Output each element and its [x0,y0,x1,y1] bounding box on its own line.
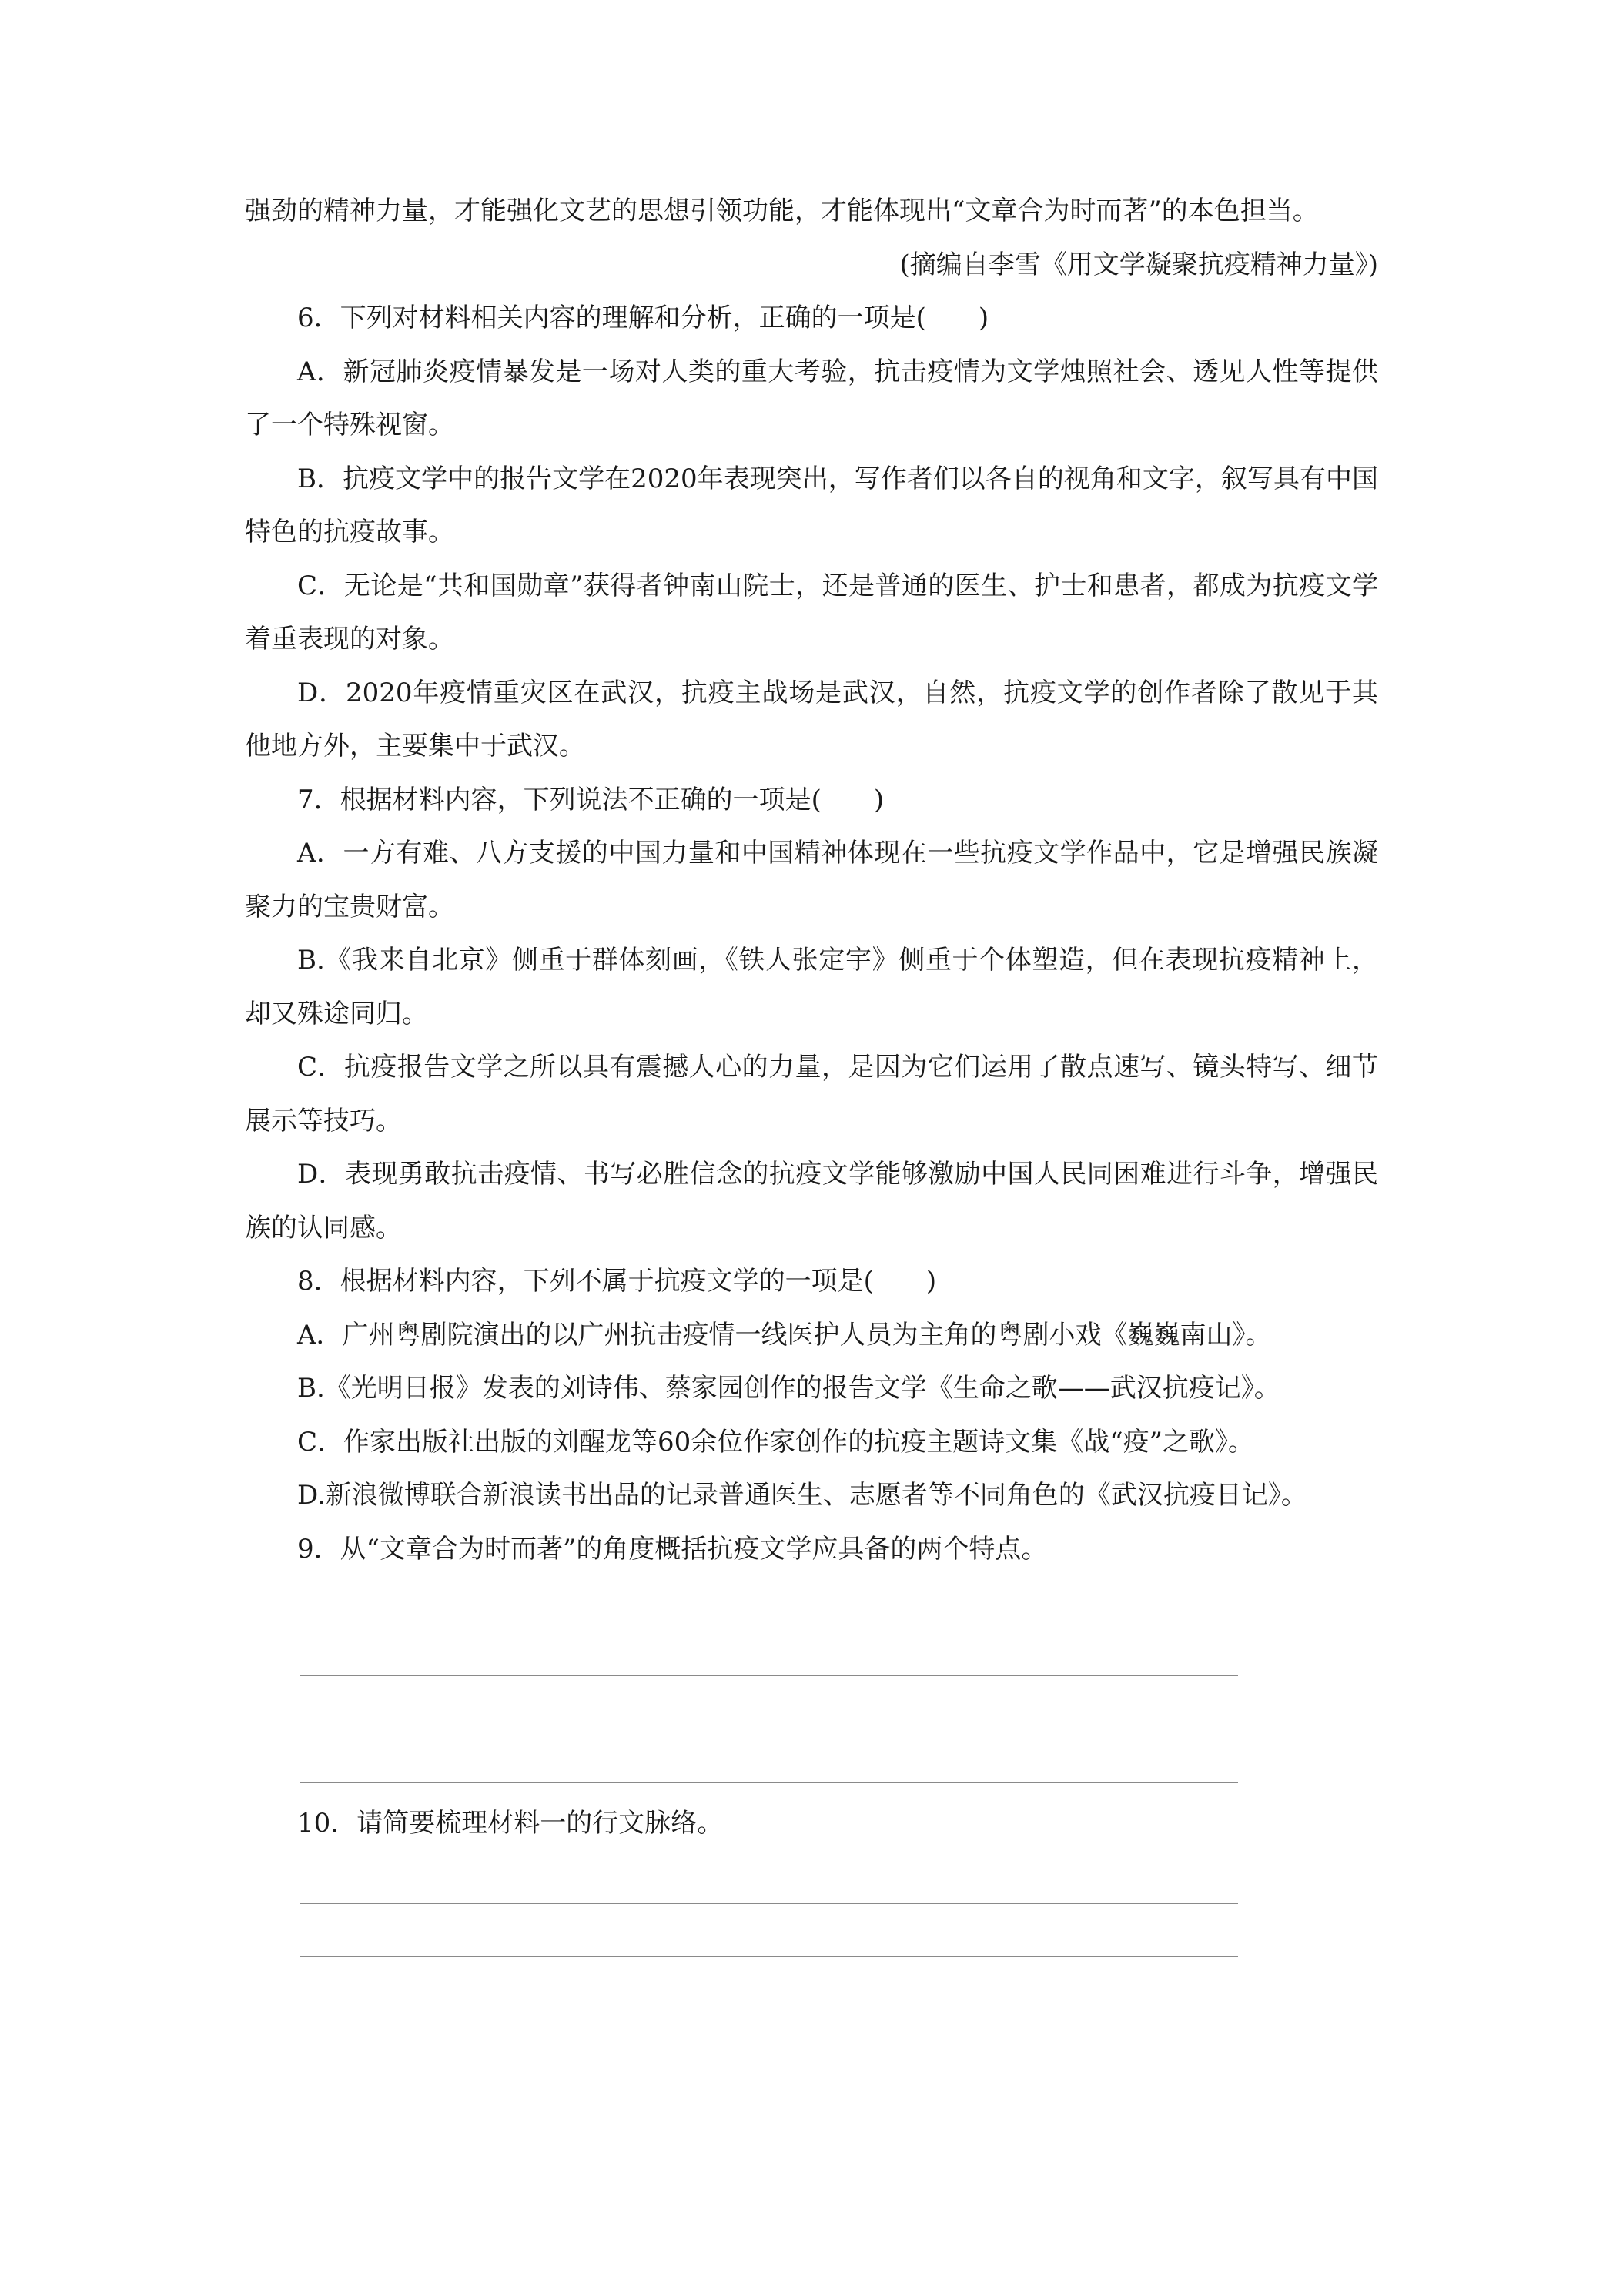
answer-line[interactable] [300,1729,1238,1783]
answer-line[interactable] [300,1676,1238,1730]
page-content [245,185,1378,1957]
question-7-option-d: D．表现勇敢抗击疫情、书写必胜信念的抗疫文学能够激励中国人民同困难进行斗争，增强民族的认同感。 [245,1159,1378,1243]
question-9-stem: 9．从“文章合为时而著”的角度概括抗疫文学应具备的两个特点。 [297,1533,1048,1565]
question-8-option-a: A．广州粤剧院演出的以广州抗击疫情一线医护人员为主角的粤剧小戏《巍巍南山》。 [297,1319,1272,1350]
answer-line[interactable] [300,1576,1238,1622]
question-6-option-c: C．无论是“共和国勋章”获得者钟南山院士，还是普通的医生、护士和患者，都成为抗疫文学着重表现的对象。 [245,570,1378,654]
question-9-answer-area[interactable] [300,1576,1238,1783]
question-10-answer-area[interactable] [300,1850,1238,1957]
answer-line[interactable] [300,1622,1238,1676]
passage-source: (摘编自李雪《用文学凝聚抗疫精神力量》) [899,249,1378,280]
answer-line[interactable] [300,1904,1238,1958]
question-7-option-a: A．一方有难、八方支援的中国力量和中国精神体现在一些抗疫文学作品中，它是增强民族凝聚力的宝贵财富。 [245,838,1378,922]
question-6-option-a: A．新冠肺炎疫情暴发是一场对人类的重大考验，抗击疫情为文学烛照社会、透见人性等提供了一个特殊视窗。 [245,356,1378,440]
passage-continuation: 强劲的精神力量，才能强化文艺的思想引领功能，才能体现出“文章合为时而著”的本色担当。 [245,196,1319,226]
question-7-stem: 7．根据材料内容，下列说法不正确的一项是( ) [297,784,885,815]
question-10-stem: 10．请简要梳理材料一的行文脉络。 [297,1807,724,1839]
question-7-option-b: B.《我来自北京》侧重于群体刻画，《铁人张定宇》侧重于个体塑造，但在表现抗疫精神上，却又殊途同归。 [245,945,1378,1029]
answer-line[interactable] [300,1850,1238,1904]
question-7-option-c: C．抗疫报告文学之所以具有震撼人心的力量，是因为它们运用了散点速写、镜头特写、细节展示等技巧。 [245,1052,1378,1136]
question-8-stem: 8．根据材料内容，下列不属于抗疫文学的一项是( ) [297,1266,937,1297]
question-8-option-d: D.新浪微博联合新浪读书出品的记录普通医生、志愿者等不同角色的《武汉抗疫日记》。 [297,1480,1307,1511]
question-8-option-c: C．作家出版社出版的刘醒龙等60余位作家创作的抗疫主题诗文集《战“疫”之歌》。 [297,1426,1255,1458]
question-8-option-b: B.《光明日报》发表的刘诗伟、蔡家园创作的报告文学《生命之歌——武汉抗疫记》。 [297,1373,1280,1404]
question-6-option-d: D．2020年疫情重灾区在武汉，抗疫主战场是武汉，自然，抗疫文学的创作者除了散见于其他地方外，主要集中于武汉。 [245,677,1378,761]
question-6-stem: 6．下列对材料相关内容的理解和分析，正确的一项是( ) [297,303,989,333]
question-6-option-b: B．抗疫文学中的报告文学在2020年表现突出，写作者们以各自的视角和文字，叙写具有中国特色的抗疫故事。 [245,463,1378,547]
